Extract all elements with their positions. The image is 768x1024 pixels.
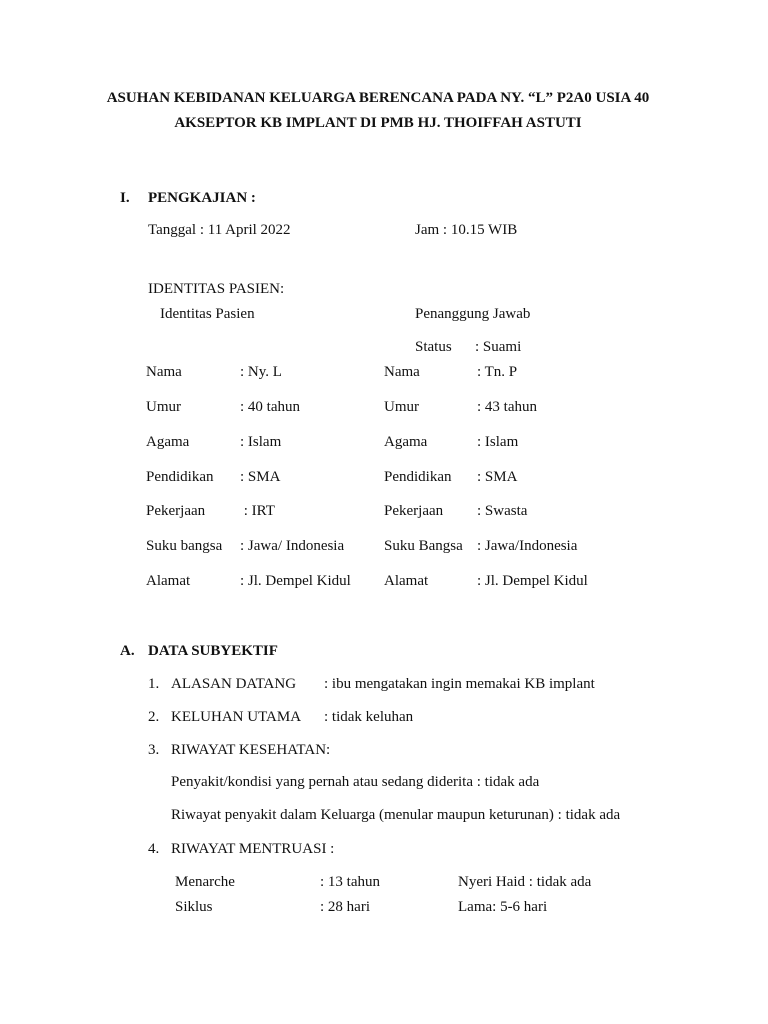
guardian-address-label: Alamat xyxy=(384,573,429,589)
guardian-occupation-value: : Swasta xyxy=(477,503,528,519)
status-value: : Suami xyxy=(475,339,522,355)
guardian-age-label: Umur xyxy=(384,399,419,415)
alasan-datang-value: : ibu mengatakan ingin memakai KB implant xyxy=(324,676,595,692)
patient-age-label: Umur xyxy=(146,399,181,415)
patient-ethnicity-value: : Jawa/ Indonesia xyxy=(240,538,345,554)
guardian-ethnicity-label: Suku Bangsa xyxy=(384,538,463,554)
patient-address-value: : Jl. Dempel Kidul xyxy=(240,573,351,589)
identitas-heading: IDENTITAS PASIEN: xyxy=(148,281,285,297)
tanggal-field: Tanggal : 11 April 2022 xyxy=(148,222,291,238)
menarche-label: Menarche xyxy=(175,874,235,890)
keluhan-utama-label: KELUHAN UTAMA xyxy=(171,709,302,725)
section-heading-pengkajian: PENGKAJIAN : xyxy=(148,190,256,206)
list-item-number: 4. xyxy=(148,841,160,857)
siklus-label: Siklus xyxy=(175,899,213,915)
patient-education-label: Pendidikan xyxy=(146,469,214,485)
guardian-age-value: : 43 tahun xyxy=(477,399,537,415)
riwayat-kesehatan-label: RIWAYAT KESEHATAN: xyxy=(171,742,331,758)
riwayat-menstruasi-label: RIWAYAT MENTRUASI : xyxy=(171,841,335,857)
subsection-letter: A. xyxy=(120,643,135,659)
guardian-ethnicity-value: : Jawa/Indonesia xyxy=(477,538,578,554)
patient-religion-label: Agama xyxy=(146,434,190,450)
document-title-line-2: AKSEPTOR KB IMPLANT DI PMB HJ. THOIFFAH ASTUTI xyxy=(174,115,582,131)
keluhan-utama-value: : tidak keluhan xyxy=(324,709,414,725)
patient-occupation-label: Pekerjaan xyxy=(146,503,206,519)
guardian-occupation-label: Pekerjaan xyxy=(384,503,444,519)
guardian-name-value: : Tn. P xyxy=(477,364,518,380)
patient-occupation-value: : IRT xyxy=(240,503,275,519)
nyeri-haid-field: Nyeri Haid : tidak ada xyxy=(458,874,592,890)
guardian-education-value: : SMA xyxy=(477,469,518,485)
patient-religion-value: : Islam xyxy=(240,434,282,450)
patient-address-label: Alamat xyxy=(146,573,191,589)
list-item-number: 1. xyxy=(148,676,160,692)
riwayat-kesehatan-line: Penyakit/kondisi yang pernah atau sedang diderita : tidak ada xyxy=(171,774,540,790)
guardian-religion-label: Agama xyxy=(384,434,428,450)
menarche-value: : 13 tahun xyxy=(320,874,380,890)
list-item-number: 2. xyxy=(148,709,160,725)
guardian-religion-value: : Islam xyxy=(477,434,519,450)
guardian-address-value: : Jl. Dempel Kidul xyxy=(477,573,588,589)
guardian-education-label: Pendidikan xyxy=(384,469,452,485)
status-label: Status xyxy=(415,339,452,355)
list-item-number: 3. xyxy=(148,742,160,758)
patient-age-value: : 40 tahun xyxy=(240,399,300,415)
document-title-line-1: ASUHAN KEBIDANAN KELUARGA BERENCANA PADA NY. “L” P2A0 USIA 40 xyxy=(106,90,650,106)
siklus-value: : 28 hari xyxy=(320,899,370,915)
patient-education-value: : SMA xyxy=(240,469,281,485)
patient-name-value: : Ny. L xyxy=(240,364,282,380)
patient-ethnicity-label: Suku bangsa xyxy=(146,538,223,554)
identitas-pasien-heading: Identitas Pasien xyxy=(160,306,255,322)
section-numeral: I. xyxy=(120,190,130,206)
jam-field: Jam : 10.15 WIB xyxy=(415,222,518,238)
patient-name-label: Nama xyxy=(146,364,182,380)
guardian-name-label: Nama xyxy=(384,364,420,380)
penanggung-jawab-heading: Penanggung Jawab xyxy=(415,306,531,322)
section-heading-data-subyektif: DATA SUBYEKTIF xyxy=(148,643,278,659)
riwayat-kesehatan-line: Riwayat penyakit dalam Keluarga (menular maupun keturunan) : tidak ada xyxy=(171,807,621,823)
alasan-datang-label: ALASAN DATANG xyxy=(171,676,297,692)
lama-haid-field: Lama: 5-6 hari xyxy=(458,899,548,915)
